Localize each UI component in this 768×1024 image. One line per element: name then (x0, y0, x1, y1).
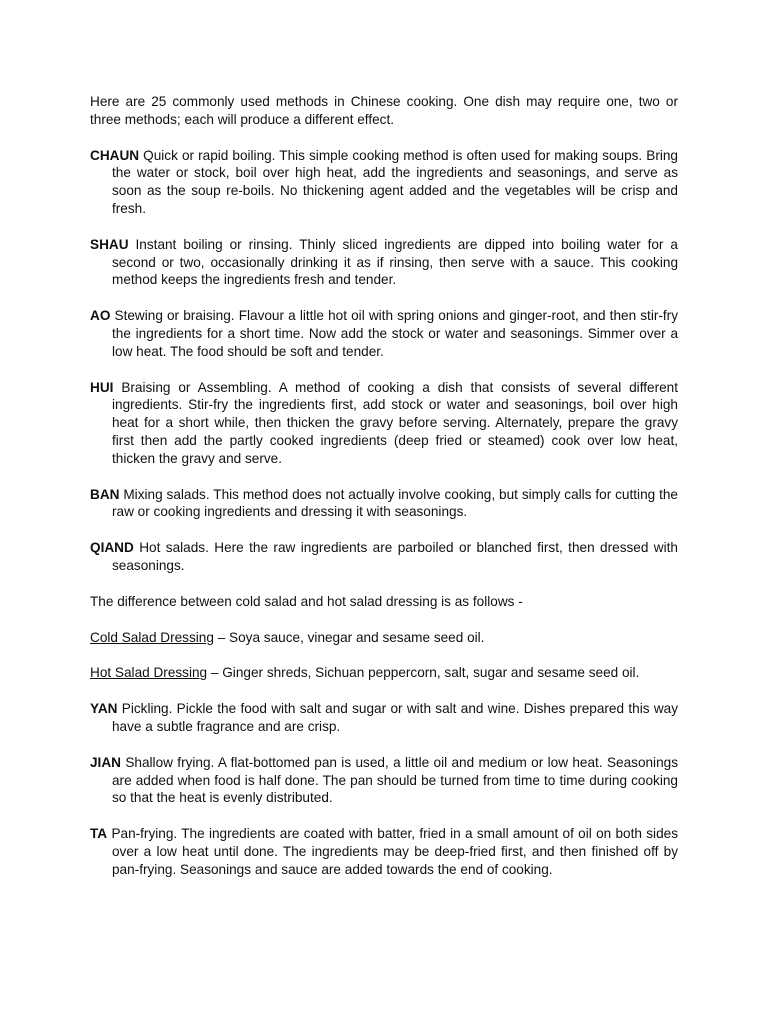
dressing-text: – Ginger shreds, Sichuan peppercorn, salt, sugar and sesame seed oil. (207, 665, 640, 681)
method-description: Stewing or braising. Flavour a little hot oil with spring onions and ginger-root, and then stir-fry the ingredients for a short time. Now add the stock or water and seasonings. Simmer over a low heat. The food should be soft and tender. (112, 308, 678, 359)
method-yan (90, 700, 678, 736)
intro-paragraph: Here are 25 commonly used methods in Chinese cooking. One dish may require one, two or three methods; each will produce a different effect. (90, 94, 678, 127)
method-ao (90, 307, 678, 360)
method-description: Shallow frying. A flat-bottomed pan is used, a little oil and medium or low heat. Seasonings are added when food is half done. The pan should be turned from time to time during cooking so that the heat is evenly distributed. (112, 754, 678, 806)
method-name: JIAN (90, 754, 121, 770)
method-hui (90, 379, 678, 468)
method-name: YAN (90, 701, 118, 717)
method-name: HUI (90, 379, 114, 395)
hot-salad-dressing (90, 664, 678, 682)
method-name: AO (90, 308, 111, 324)
dressing-label: Cold Salad Dressing (90, 629, 214, 645)
method-description: Pickling. Pickle the food with salt and sugar or with salt and wine. Dishes prepared this way have a subtle fragrance and are crisp. (112, 701, 678, 734)
method-description: Quick or rapid boiling. This simple cooking method is often used for making soups. Bring the water or stock, boil over high heat, add the ingredients and seasonings, and serve as soon as the soup re-boils. No thickening agent added and the vegetables will be crisp and fresh. (112, 147, 678, 216)
method-qiand (90, 539, 678, 575)
difference-paragraph: The difference between cold salad and hot salad dressing is as follows - (90, 593, 523, 609)
method-ban (90, 486, 678, 522)
method-jian (90, 754, 678, 807)
method-name: TA (90, 826, 108, 842)
method-name: SHAU (90, 236, 129, 252)
method-description: Instant boiling or rinsing. Thinly sliced ingredients are dipped into boiling water for a second or two, occasionally drinking it as if rinsing, then serve with a sauce. This cooking method keeps the ingredients fresh and tender. (112, 236, 678, 288)
method-name: CHAUN (90, 147, 140, 163)
method-description: Mixing salads. This method does not actually involve cooking, but simply calls for cutting the raw or cooking ingredients and dressing it with seasonings. (112, 486, 678, 520)
method-description: Hot salads. Here the raw ingredients are parboiled or blanched first, then dressed with seasonings. (112, 540, 678, 573)
method-shau (90, 236, 678, 289)
method-name: QIAND (90, 540, 134, 556)
cold-salad-dressing (90, 629, 678, 647)
method-description: Pan-frying. The ingredients are coated with batter, fried in a small amount of oil on both sides over a low heat until done. The ingredients may be deep-fried first, and then finished off by pan-frying. Seasonings and sauce are added towards the end of cooking. (111, 826, 678, 877)
dressing-text: – Soya sauce, vinegar and sesame seed oil. (213, 629, 485, 645)
dressing-label: Hot Salad Dressing (90, 665, 208, 681)
document-page (90, 93, 678, 897)
method-ta (90, 825, 678, 878)
method-description: Braising or Assembling. A method of cooking a dish that consists of several different ingredients. Stir-fry the ingredients first, add stock or water and seasonings, boil over high heat for a short while, then thicken the gravy before serving. Alternately, prepare the gravy first then add the partly cooked ingredients (deep fried or steamed) cook over low heat, thicken the gravy and serve. (112, 379, 678, 466)
method-name: BAN (90, 486, 120, 502)
method-chaun (90, 147, 678, 218)
